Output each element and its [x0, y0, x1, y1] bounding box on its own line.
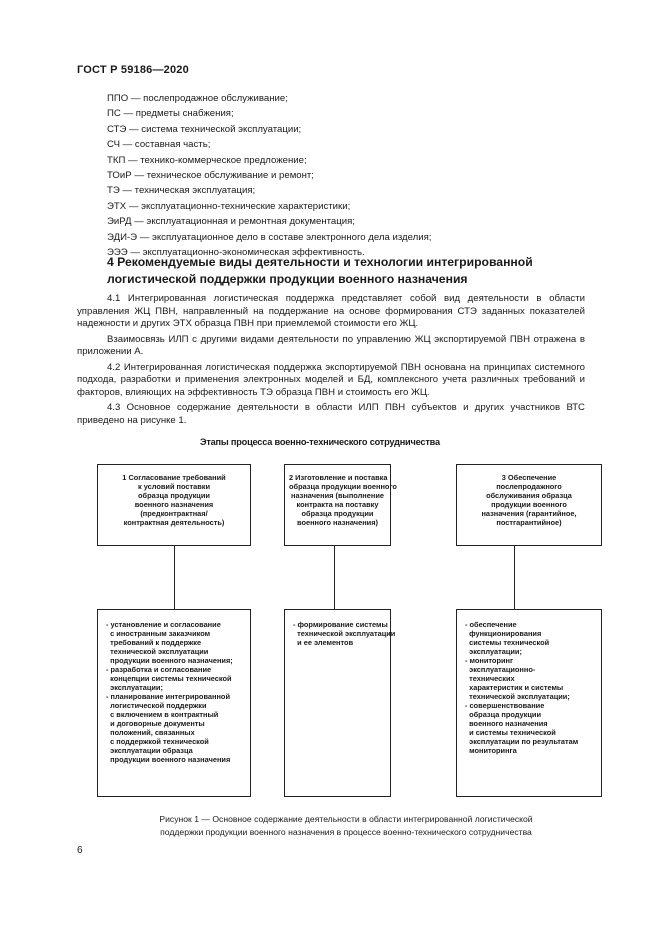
box-text-line: - установление и согласование: [106, 620, 221, 629]
box-text-line: образца продукции: [465, 710, 541, 719]
box-text-line: образца продукции: [301, 509, 374, 518]
paragraph: 4.3 Основное содержание деятельности в области ИЛП ПВН субъектов и других участников ВТС приведено на рисунке 1.: [77, 402, 585, 426]
box-text-line: мониторинга: [465, 746, 517, 755]
figure-title: Этапы процесса военно-технического сотрудничества: [200, 437, 440, 447]
box-text-line: требований к поддержке: [106, 638, 202, 647]
connector-line: [174, 546, 175, 611]
box-text-line: образца продукции военного: [289, 482, 397, 491]
box-text-line: к условий поставки: [137, 482, 211, 491]
box-text-line: системы технической: [465, 638, 550, 647]
box-text-line: 3 Обеспечение: [501, 473, 557, 482]
box-text-line: эксплуатации;: [106, 683, 163, 692]
paragraph: 4.2 Интегрированная логистическая поддержка экспортируемой ПВН основана на принципах системного подхода, разработки и применения электронных моделей и БД, комплексного учета различных требований и факторов, влияющих на эффективность ТЭ образца ПВН и стоимость его ЖЦ.: [77, 361, 585, 398]
box-text-line: военного назначения: [465, 719, 548, 728]
box-text-line: обслуживания образца: [486, 491, 572, 500]
box-text-line: с включением в контрактный: [106, 710, 219, 719]
abbreviation-item: ТОиР — техническое обслуживание и ремонт;: [107, 170, 314, 182]
content-box-3: [456, 609, 602, 797]
connector-line: [514, 546, 515, 611]
stage-box-1: [97, 464, 251, 546]
abbreviation-item: ЭДИ-Э — эксплуатационное дело в составе электронного дела изделия;: [107, 231, 432, 243]
caption-line: поддержки продукции военного назначения в процессе военно-технического сотрудничества: [160, 826, 532, 837]
box-text-line: военного назначения): [297, 518, 378, 527]
box-text-line: характеристик и системы: [465, 683, 564, 692]
abbreviation-item: ТКП — технико-коммерческое предложение;: [107, 154, 307, 166]
box-text-line: продукции военного: [491, 500, 567, 509]
box-text-line: контракта на поставку: [296, 500, 379, 509]
box-text-line: технической эксплуатации: [293, 629, 396, 638]
box-text-line: 1 Согласование требований: [122, 473, 226, 482]
box-text-line: - мониторинг: [465, 656, 514, 665]
content-box-2: [284, 609, 396, 797]
box-text-line: 2 Изготовление и поставка: [289, 473, 388, 482]
box-text-line: послепродажного: [496, 482, 562, 491]
section-title: 4 Рекомендуемые виды деятельности и технологии интегрированной логистической поддержки продукции военного назначения: [107, 255, 533, 286]
box-text-line: - разработка и согласование: [106, 665, 212, 674]
box-text-line: технических: [465, 674, 515, 683]
abbreviation-item: ПС — предметы снабжения;: [107, 108, 234, 120]
abbreviation-item: ТЭ — техническая эксплуатация;: [107, 185, 256, 197]
box-text-line: назначения (гарантийное,: [481, 509, 577, 518]
stage-box-3: [456, 464, 602, 546]
abbreviation-item: ЭиРД — эксплуатационная и ремонтная документация;: [107, 216, 355, 228]
box-text-line: (предконтрактная/: [140, 509, 208, 518]
box-text-line: функционирования: [465, 629, 542, 638]
box-text-line: назначения (выполнение: [291, 491, 384, 500]
abbreviation-list: [107, 91, 587, 260]
box-text-line: с иностранным заказчиком: [106, 629, 211, 638]
section-body: [77, 293, 585, 430]
connector-line: [334, 546, 335, 611]
paragraph: Взаимосвязь ИЛП с другими видами деятельности по управлению ЖЦ экспортируемой ПВН отражена в приложении А.: [77, 333, 585, 358]
figure-caption: [90, 813, 602, 838]
box-text-line: логистической поддержки: [106, 701, 207, 710]
abbreviation-item: ЭЭЭ — эксплуатационно-экономическая эффективность.: [107, 247, 365, 259]
box-text-line: - обеспечение: [465, 620, 517, 629]
box-text-line: эксплуатационно-: [465, 665, 536, 674]
box-text-line: - планирование интегрированной: [106, 692, 230, 701]
abbreviation-item: ППО — послепродажное обслуживание;: [107, 93, 288, 104]
box-text-line: с поддержкой технической: [106, 737, 209, 746]
box-text-line: концепции системы технической: [106, 674, 232, 683]
box-text-line: эксплуатации;: [465, 647, 522, 656]
box-text-line: продукции военного назначения;: [106, 656, 233, 665]
abbreviation-item: СЧ — составная часть;: [107, 139, 211, 151]
box-text-line: - совершенствование: [465, 701, 545, 710]
page-number: 6: [77, 845, 83, 856]
box-text-line: эксплуатации по результатам: [465, 737, 579, 746]
abbreviation-item: СТЭ — система технической эксплуатации;: [107, 123, 302, 135]
box-text-line: и ее элементов: [293, 638, 354, 647]
box-text-line: продукции военного назначения: [106, 755, 231, 764]
box-text-line: положений, связанных: [106, 728, 195, 737]
box-text-line: - формирование системы: [293, 620, 388, 629]
box-text-line: технической эксплуатации: [106, 647, 209, 656]
stage-box-2: [284, 464, 397, 546]
document-header: ГОСТ Р 59186—2020: [77, 64, 189, 76]
box-text-line: эксплуатации образца: [106, 746, 193, 755]
paragraph: 4.1 Интегрированная логистическая поддержка представляет собой вид деятельности в области управления ЖЦ ПВН, направленный на поддержание на основе формирования СТЭ заданных показателей надежности и других ЭТХ образца ПВН при приемлемой стоимости его ЖЦ.: [77, 293, 585, 330]
box-text-line: контрактная деятельность): [123, 518, 225, 527]
box-text-line: постгарантийное): [496, 518, 562, 527]
box-text-line: военного назначения: [134, 500, 214, 509]
box-text-line: технической эксплуатации;: [465, 692, 570, 701]
content-box-1: [97, 609, 251, 797]
box-text-line: и договорные документы: [106, 719, 205, 728]
box-text-line: образца продукции: [138, 491, 210, 500]
caption-line: Рисунок 1 — Основное содержание деятельности в области интегрированной логистической: [159, 814, 533, 824]
box-text-line: и системы технической: [465, 728, 556, 737]
abbreviation-item: ЭТХ — эксплуатационно-технические характеристики;: [107, 200, 351, 212]
